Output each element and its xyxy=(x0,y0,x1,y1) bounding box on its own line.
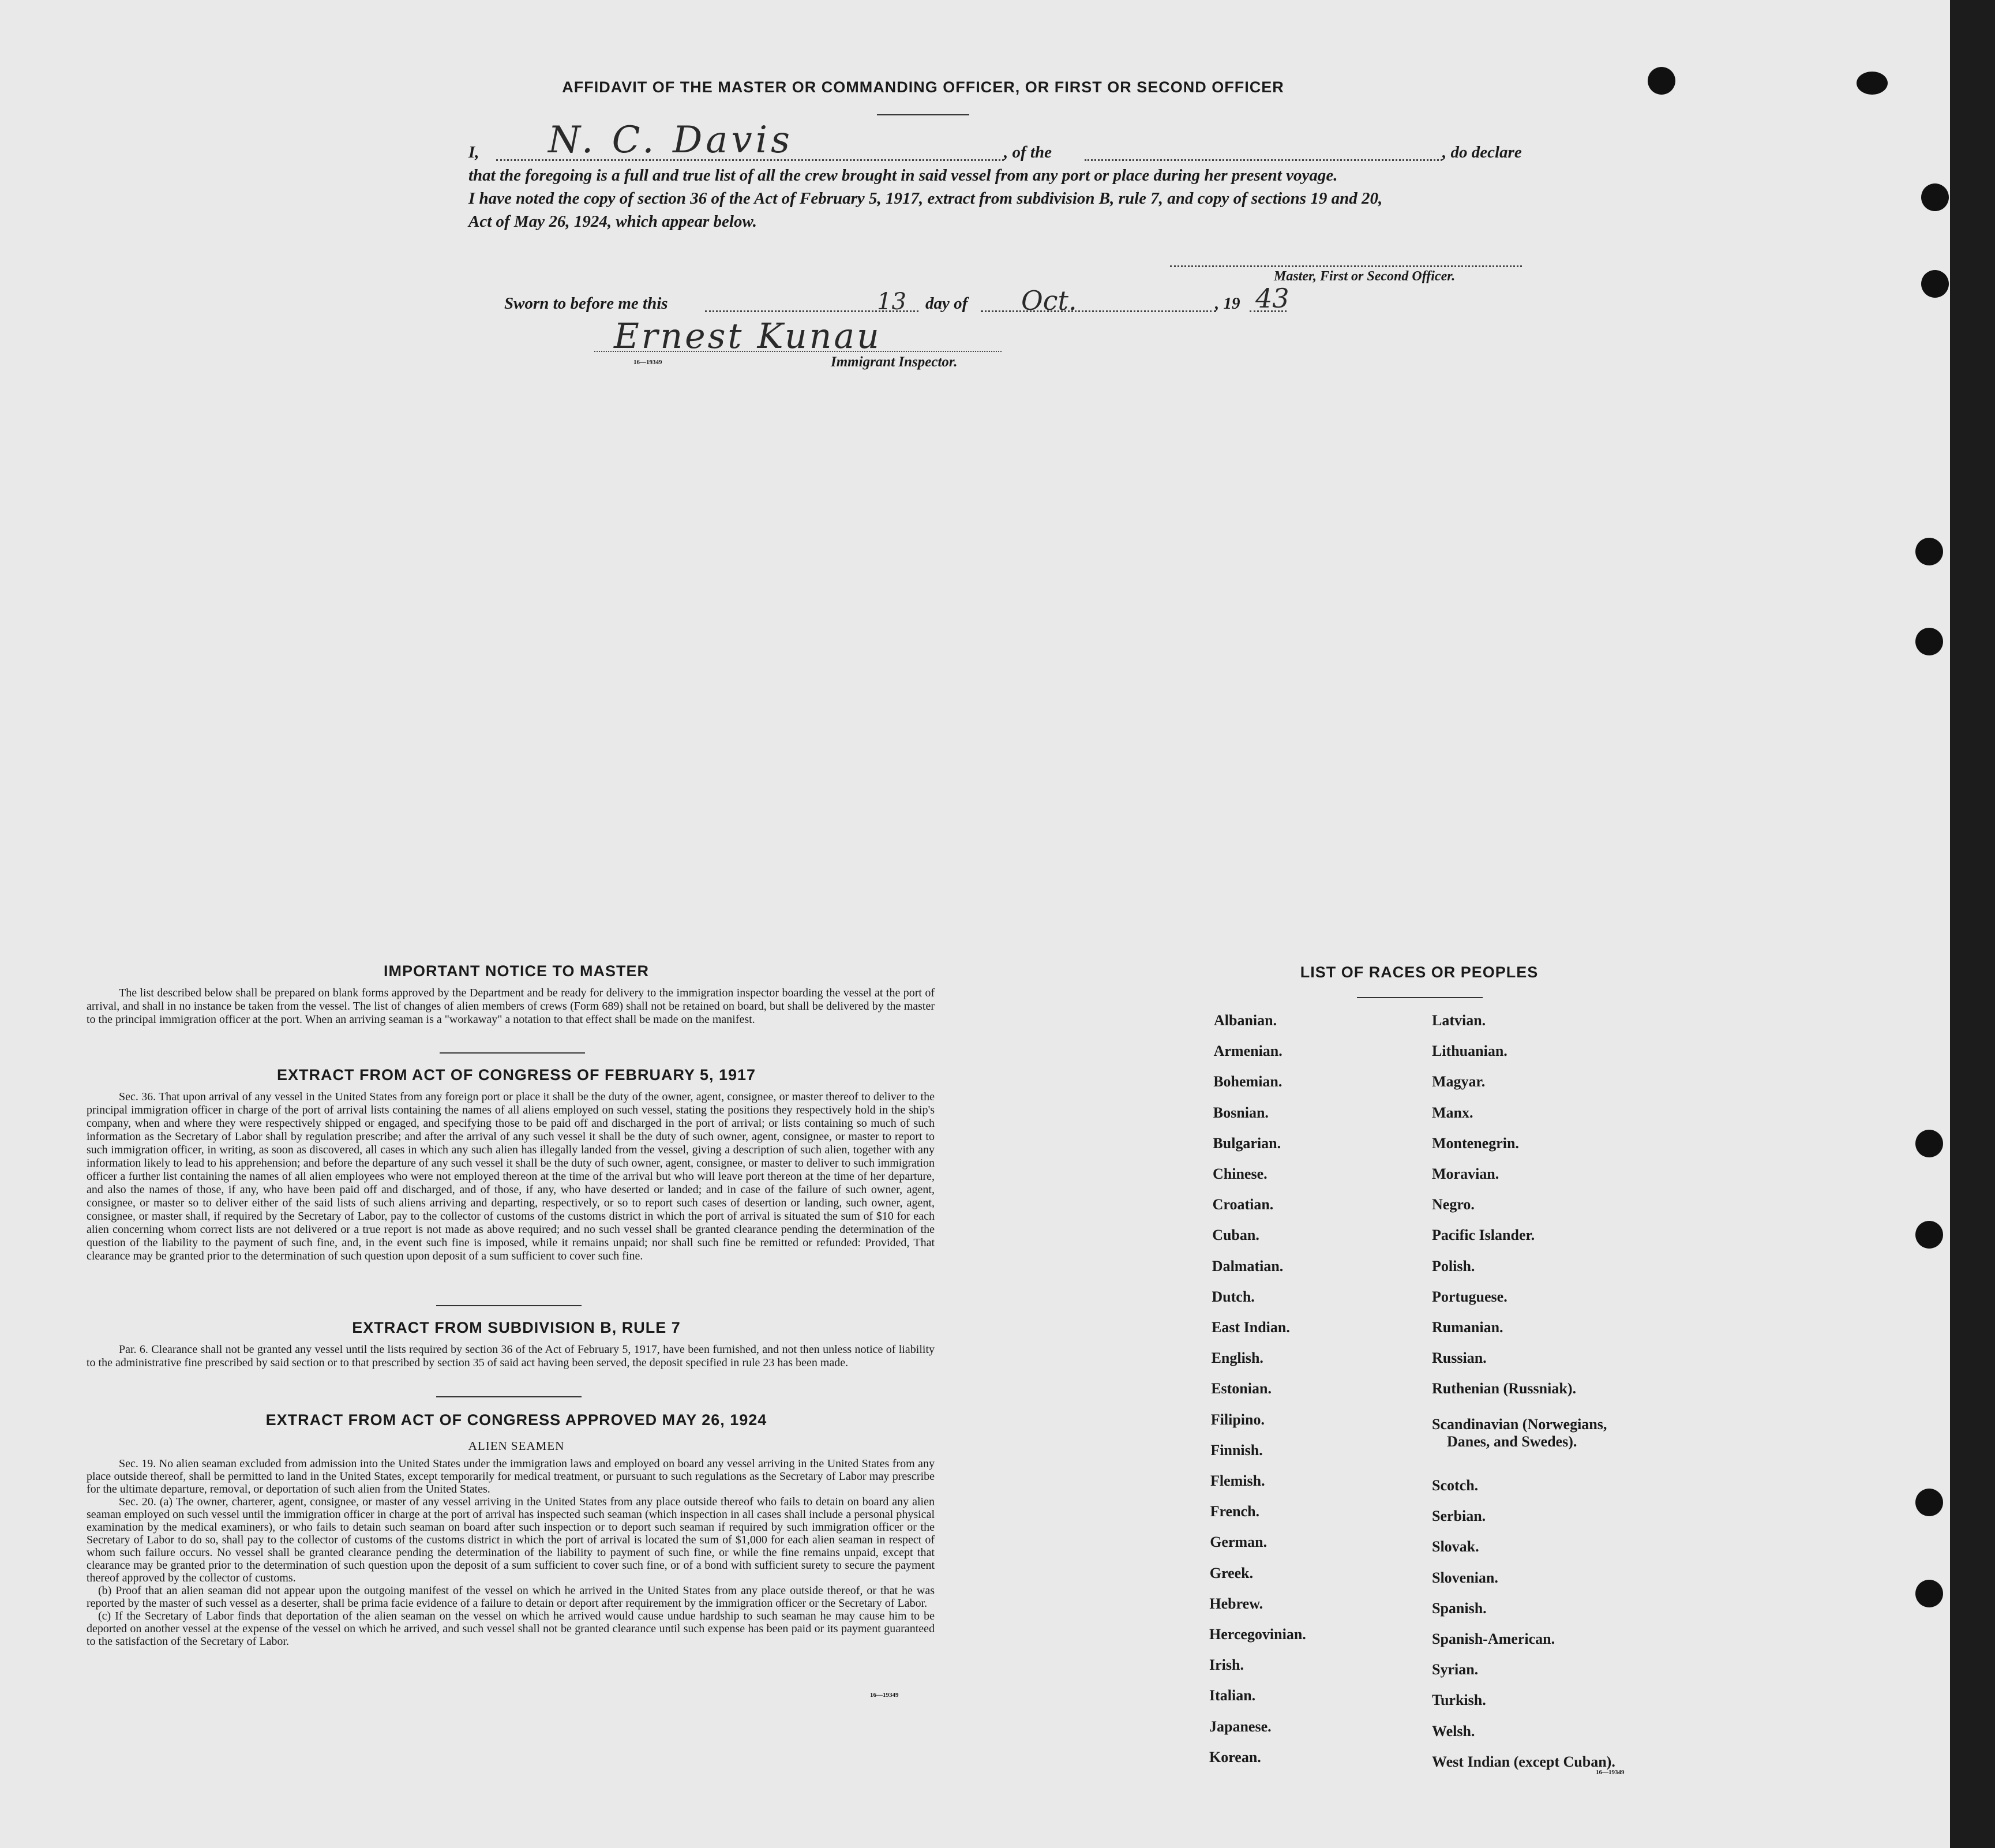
sworn-year: 43 xyxy=(1255,283,1289,314)
extract-1924-text xyxy=(87,1457,935,1648)
section-20b-paragraph: (b) Proof that an alien seaman did not appear upon the outgoing manifest of the vessel on which he arrived in the United States from any place outside thereof, or that he was reported by the master of such vessel as a deserter, shall be prima facie evidence of a failure to detain or deport after requirement by the immigration officer or the Secretary of Labor. xyxy=(87,1584,935,1610)
form-number: 16—19349 xyxy=(633,359,662,366)
race-item: Polish. xyxy=(1432,1257,1475,1275)
race-item: Korean. xyxy=(1209,1748,1261,1765)
race-item: Moravian. xyxy=(1432,1165,1499,1182)
race-item: Italian. xyxy=(1209,1687,1256,1704)
race-item: Syrian. xyxy=(1432,1661,1479,1678)
form-number: 16—19349 xyxy=(870,1692,899,1699)
inspector-signature-line xyxy=(594,351,1002,352)
extract-1924-title: EXTRACT FROM ACT OF CONGRESS APPROVED MAY 26, 1924 xyxy=(265,1411,767,1429)
inspector-signature: Ernest Kunau xyxy=(614,316,882,357)
section-19-paragraph: Sec. 19. No alien seaman excluded from admission into the United States under the immigration laws and employed on board any vessel arriving in the United States from any place outside thereof, shall be permitted to land in the United States, except temporarily for medical treatment, or pursuant to such regulations as the Secretary of Labor may prescribe for the ultimate departure, removal, or deportation of such alien from the United States. xyxy=(87,1457,935,1495)
officer-signature-line xyxy=(1170,265,1522,267)
race-item: Finnish. xyxy=(1210,1441,1263,1459)
race-item: Pacific Islander. xyxy=(1432,1227,1535,1244)
race-item: Bohemian. xyxy=(1213,1073,1282,1090)
race-item: Portuguese. xyxy=(1432,1288,1507,1305)
race-item: East Indian. xyxy=(1212,1319,1290,1336)
alien-seamen-subtitle: ALIEN SEAMEN xyxy=(468,1439,565,1453)
race-item: Lithuanian. xyxy=(1432,1043,1507,1060)
race-item: French. xyxy=(1210,1503,1260,1520)
affidavit-line-2: that the foregoing is a full and true list of all the crew brought in said vessel from any port or place during her present voyage. xyxy=(468,166,1338,185)
inspector-caption: Immigrant Inspector. xyxy=(831,354,958,370)
race-item: Rumanian. xyxy=(1432,1319,1503,1336)
race-item: Latvian. xyxy=(1432,1012,1486,1029)
punch-hole xyxy=(1915,1221,1943,1249)
punch-hole xyxy=(1915,628,1943,655)
race-item: Hercegovinian. xyxy=(1209,1626,1306,1643)
sworn-month: Oct. xyxy=(1021,285,1077,316)
divider xyxy=(436,1396,582,1397)
name-line xyxy=(496,159,1004,161)
notice-text xyxy=(87,987,935,1026)
punch-hole xyxy=(1915,1130,1943,1157)
section-20a-paragraph: Sec. 20. (a) The owner, charterer, agent, consignee, or master of any vessel arriving in the United States from any place outside thereof who fails to detain on board any alien seaman employed on such vessel until the immigration officer in charge at the port of arrival has inspected such seaman (which inspection in all cases shall include a personal physical examination by the medical examiners), or who fails to detain such seaman on board after such inspection or to deport such seaman if required by such immigration officer or the Secretary of Labor to do so, shall pay to the collector of customs of the customs district in which the port of arrival is located the sum of $1,000 for each alien seaman in respect of whom such failure occurs. No vessel shall be granted clearance pending the determination of the liability to payment of such fine, or while the fine remains unpaid, except that clearance may be granted prior to the determination of such question upon the deposit of a sum sufficient to cover such fine, or of a bond with sufficient surety to secure the payment thereof approved by the collector of customs. xyxy=(87,1495,935,1584)
race-item: Bulgarian. xyxy=(1213,1134,1281,1152)
race-item: Manx. xyxy=(1432,1104,1473,1121)
race-item: Slovak. xyxy=(1432,1538,1479,1555)
extract-1917-text xyxy=(87,1090,935,1263)
punch-hole xyxy=(1915,1489,1943,1516)
races-title: LIST OF RACES OR PEOPLES xyxy=(1300,964,1539,981)
race-item: Scotch. xyxy=(1432,1477,1479,1494)
race-item: Chinese. xyxy=(1213,1165,1268,1182)
race-item: Spanish. xyxy=(1432,1599,1487,1617)
paragraph-6: Par. 6. Clearance shall not be granted any vessel until the lists required by section 36 of the Act of February 5, 1917, have been furnished, and not then unless notice of liability to the administrative fine prescribed by said section or to that prescribed by section 35 of said act having been served, the deposit specified in rule 23 has been made. xyxy=(87,1343,935,1369)
race-item: Filipino. xyxy=(1210,1411,1265,1428)
extract-rule7-title: EXTRACT FROM SUBDIVISION B, RULE 7 xyxy=(352,1319,681,1336)
affidavit-line-3: I have noted the copy of section 36 of the Act of February 5, 1917, extract from subdivision B, rule 7, and copy of sections 19 and 20, xyxy=(468,189,1383,208)
punch-hole xyxy=(1921,270,1949,298)
race-item: Croatian. xyxy=(1212,1196,1274,1213)
section-36-paragraph: Sec. 36. That upon arrival of any vessel in the United States from any foreign port or place it shall be the duty of the owner, agent, consignee, or master thereof to deliver to the principal immigration officer in charge of the port of arrival lists containing the names of all aliens employed on such vessel, stating the positions they respectively hold in the ship's company, when and where they were respectively shipped or engaged, and specifying those to be paid off and discharged in the port of arrival; or lists containing so much of such information as the Secretary of Labor shall by regulation prescribe; and after the arrival of any such vessel it shall be the duty of such owner, agent, consignee, or master to report to such immigration officer, in writing, as soon as discovered, all cases in which any such alien has illegally landed from the vessel, giving a description of such alien, together with any information likely to lead to his apprehension; and before the departure of any such vessel it shall be the duty of such owner, agent, consignee, or master to deliver to such immigration officer a further list containing the names of all alien employees who were not employed thereon at the time of the arrival but who will leave port thereon at the time of her departure, and also the names of those, if any, who have been paid off and discharged, and of those, if any, who have deserted or landed; and in case of the failure of such owner, agent, consignee, or master so to deliver either of the said lists of such aliens arriving and departing, respectively, or so to report such cases of desertion or landing, such owner, agent, consignee, or master shall, if required by the Secretary of Labor, pay to the collector of customs of the customs district in which the port of arrival is situated the sum of $10 for each alien concerning whom correct lists are not delivered or a true report is not made as above required; and no such vessel shall be granted clearance pending the determination of the question of the liability to the payment of such fine, and, in the event such fine is imposed, while it remains unpaid; nor shall such fine be remitted or refunded: Provided, That clearance may be granted prior to the determination of such question upon deposit of a sum sufficient to cover such fine. xyxy=(87,1090,935,1262)
vessel-line xyxy=(1085,159,1442,161)
sworn-year-prefix: , 19 xyxy=(1215,294,1240,313)
affidavit-i: I, xyxy=(468,143,479,162)
punch-hole xyxy=(1915,538,1943,565)
sworn-month-line xyxy=(981,310,1216,312)
section-20c-paragraph: (c) If the Secretary of Labor finds that deportation of the alien seaman on the vessel on which he arrived would cause undue hardship to such seaman he may cause him to be deported on another vessel at the expense of the vessel on which he arrived, and such vessel shall not be granted clearance until such expense has been paid or its payment guaranteed to the satisfaction of the Secretary of Labor. xyxy=(87,1610,935,1648)
sworn-prefix: Sworn to before me this xyxy=(504,294,668,313)
master-signature: N. C. Davis xyxy=(548,119,793,162)
race-item: Scandinavian (Norwegians, xyxy=(1432,1415,1607,1433)
affidavit-line-4: Act of May 26, 1924, which appear below. xyxy=(468,212,757,231)
race-item: West Indian (except Cuban). xyxy=(1432,1753,1615,1770)
affidavit-declare: , do declare xyxy=(1442,143,1522,162)
race-item: Estonian. xyxy=(1211,1380,1272,1397)
divider xyxy=(440,1052,585,1054)
divider xyxy=(1357,997,1483,998)
race-item: Welsh. xyxy=(1432,1722,1475,1740)
race-item: Serbian. xyxy=(1432,1508,1486,1525)
notice-title: IMPORTANT NOTICE TO MASTER xyxy=(384,962,649,980)
race-item: Danes, and Swedes). xyxy=(1447,1433,1577,1450)
race-item: Bosnian. xyxy=(1213,1104,1269,1121)
race-item: Spanish-American. xyxy=(1432,1630,1555,1647)
race-item: Irish. xyxy=(1209,1656,1244,1674)
affidavit-title: AFFIDAVIT OF THE MASTER OR COMMANDING OFFICER, OR FIRST OR SECOND OFFICER xyxy=(562,78,1284,96)
race-item: German. xyxy=(1210,1534,1268,1551)
race-item: Russian. xyxy=(1432,1350,1487,1367)
sworn-day-of: day of xyxy=(925,294,968,313)
race-item: Dalmatian. xyxy=(1212,1257,1284,1275)
punch-hole xyxy=(1915,1580,1943,1607)
race-item: Albanian. xyxy=(1214,1012,1277,1029)
notice-paragraph: The list described below shall be prepared on blank forms approved by the Department and be ready for delivery to the immigration inspector boarding the vessel at the port of arrival, and shall in no instance be taken from the vessel. The list of changes of alien members of crews (Form 689) shall not be retained on board, but shall be delivered by the master to the principal immigration officer at the port. When an arriving seaman is a "workaway" a notation to that effect shall be made on the manifest. xyxy=(87,987,935,1026)
race-item: English. xyxy=(1211,1350,1263,1367)
race-item: Cuban. xyxy=(1212,1227,1259,1244)
race-item: Ruthenian (Russniak). xyxy=(1432,1380,1576,1397)
race-item: Flemish. xyxy=(1210,1472,1265,1489)
race-item: Turkish. xyxy=(1432,1692,1486,1709)
race-item: Armenian. xyxy=(1213,1043,1282,1060)
race-item: Negro. xyxy=(1432,1196,1475,1213)
race-item: Montenegrin. xyxy=(1432,1134,1519,1152)
punch-hole xyxy=(1857,72,1888,95)
race-item: Dutch. xyxy=(1212,1288,1255,1305)
sworn-year-line xyxy=(1250,310,1287,312)
affidavit-of-the: , of the xyxy=(1004,143,1052,162)
sworn-day: 13 xyxy=(877,288,906,315)
race-item: Japanese. xyxy=(1209,1718,1272,1735)
race-item: Slovenian. xyxy=(1432,1569,1498,1586)
divider xyxy=(877,114,969,115)
officer-caption: Master, First or Second Officer. xyxy=(1274,269,1456,284)
extract-1917-title: EXTRACT FROM ACT OF CONGRESS OF FEBRUARY 5, 1917 xyxy=(276,1066,756,1084)
punch-hole xyxy=(1921,183,1949,211)
race-item: Hebrew. xyxy=(1209,1595,1263,1612)
race-item: Greek. xyxy=(1209,1564,1254,1581)
race-item: Magyar. xyxy=(1432,1073,1486,1090)
divider xyxy=(436,1305,582,1306)
punch-hole xyxy=(1648,67,1675,95)
form-number: 16—19349 xyxy=(1596,1769,1625,1776)
extract-rule7-text xyxy=(87,1343,935,1370)
